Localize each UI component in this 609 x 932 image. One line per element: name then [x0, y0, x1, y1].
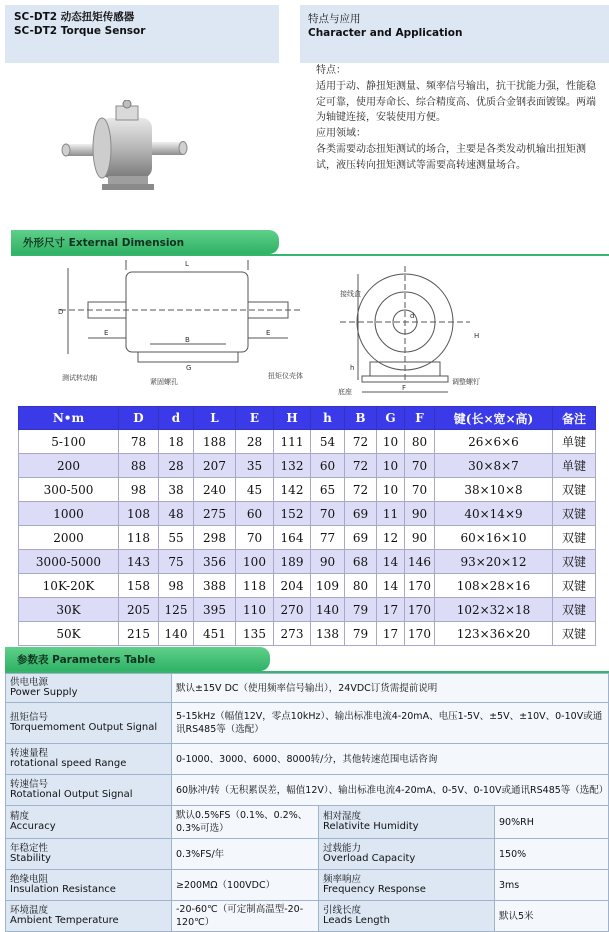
- param-value: 150%: [495, 839, 609, 870]
- dimension-cell: 90: [311, 550, 345, 574]
- dimension-table-header: [19, 407, 596, 430]
- label-adjust-nut: 调整螺钉: [452, 378, 480, 386]
- param-value: 5-15kHz（幅值12V，零点10kHz）、输出标准电流4-20mA、电压1-5V、±5V、±10V、0-10V或通讯RS485等（选配）: [172, 703, 609, 744]
- dimension-cell: 54: [311, 430, 345, 454]
- dimension-table-row: [19, 454, 596, 478]
- dim-label-F: F: [402, 384, 407, 392]
- dimension-cell: 240: [194, 478, 236, 502]
- dimension-cell: 170: [405, 598, 435, 622]
- dimension-cell: 300-500: [19, 478, 119, 502]
- dimension-col-header: 键(长×宽×高): [435, 407, 553, 430]
- dimension-cell: 90: [405, 502, 435, 526]
- dimension-cell: 72: [345, 430, 377, 454]
- param-label-en: Rotational Output Signal: [10, 789, 133, 800]
- dimension-cell: 48: [159, 502, 194, 526]
- dimension-cell: 17: [377, 622, 405, 646]
- dimension-cell: 170: [405, 574, 435, 598]
- dimension-cell: 142: [274, 478, 311, 502]
- dimension-cell: 152: [274, 502, 311, 526]
- dimension-cell: 2000: [19, 526, 119, 550]
- label-base: 底座: [338, 388, 352, 396]
- dimension-cell: 123×36×20: [435, 622, 553, 646]
- param-label: [6, 703, 172, 744]
- dim-label-L: L: [185, 260, 189, 268]
- dimension-cell: 5-100: [19, 430, 119, 454]
- dimension-cell: 188: [194, 430, 236, 454]
- dimension-cell: 164: [274, 526, 311, 550]
- param-label-en: Ambient Temperature: [10, 915, 119, 926]
- dimension-col-header: G: [377, 407, 405, 430]
- dimension-cell: 108×28×16: [435, 574, 553, 598]
- dimension-cell: 158: [119, 574, 159, 598]
- dimension-cell: 双键: [553, 550, 596, 574]
- dim-label-H: H: [474, 332, 480, 340]
- dimension-col-header: B: [345, 407, 377, 430]
- label-connector: 接线盒: [340, 290, 361, 298]
- param-label-cn: 引线长度: [323, 904, 362, 916]
- dimension-cell: 50K: [19, 622, 119, 646]
- dimension-cell: 275: [194, 502, 236, 526]
- dimension-cell: 10: [377, 454, 405, 478]
- dimension-cell: 双键: [553, 478, 596, 502]
- dimension-cell: 80: [345, 574, 377, 598]
- dimension-table: [18, 406, 596, 646]
- dimension-cell: 125: [159, 598, 194, 622]
- dimension-cell: 45: [236, 478, 274, 502]
- param-row: [6, 870, 609, 901]
- param-value: ≥200MΩ（100VDC）: [172, 870, 319, 901]
- dimension-cell: 65: [311, 478, 345, 502]
- dimension-cell: 单键: [553, 454, 596, 478]
- param-label-en: Stability: [10, 853, 51, 864]
- dimension-cell: 77: [311, 526, 345, 550]
- dimension-section-header: [11, 230, 279, 254]
- dimension-cell: 1000: [19, 502, 119, 526]
- dimension-cell: 30K: [19, 598, 119, 622]
- param-label-cn: 年稳定性: [10, 842, 49, 854]
- sensor-photo: [60, 100, 190, 200]
- param-label-cn: 环境温度: [10, 904, 49, 916]
- dimension-drawing: [40, 258, 500, 400]
- dim-label-D: D: [58, 308, 64, 316]
- dimension-cell: 140: [311, 598, 345, 622]
- param-value: 默认5米: [495, 901, 609, 932]
- product-title-en: SC-DT2 Torque Sensor: [14, 25, 146, 37]
- dimension-cell: 17: [377, 598, 405, 622]
- dimension-cell: 90: [405, 526, 435, 550]
- dimension-cell: 451: [194, 622, 236, 646]
- dimension-cell: 10: [377, 478, 405, 502]
- dimension-col-header: L: [194, 407, 236, 430]
- param-value: 60脉冲/转（无积累误差，幅值12V）、输出标准电流4-20mA、0-5V、0-10V或通讯RS485等（选配）: [172, 775, 609, 806]
- param-label-en: rotational speed Range: [10, 758, 127, 769]
- param-label: [6, 806, 172, 839]
- dimension-cell: 30×8×7: [435, 454, 553, 478]
- param-label-en: Torquemoment Output Signal: [10, 722, 158, 733]
- dimension-cell: 60×16×10: [435, 526, 553, 550]
- param-row: [6, 674, 609, 703]
- param-label-cn: 扭矩信号: [10, 711, 49, 723]
- param-row: [6, 744, 609, 775]
- dimension-cell: 72: [345, 478, 377, 502]
- dimension-cell: 388: [194, 574, 236, 598]
- param-label-cn: 过载能力: [323, 842, 362, 854]
- param-label-cn: 转速信号: [10, 778, 49, 790]
- dimension-cell: 双键: [553, 622, 596, 646]
- param-value: 默认0.5%FS（0.1%、0.2%、0.3%可选）: [172, 806, 319, 839]
- dimension-cell: 双键: [553, 502, 596, 526]
- param-label-en: Accuracy: [10, 821, 56, 832]
- section-title-cn: 特点与应用: [308, 13, 361, 25]
- param-label-cn: 精度: [10, 810, 30, 822]
- dim-label-G: G: [186, 364, 192, 372]
- dimension-cell: 138: [311, 622, 345, 646]
- dim-label-B: B: [185, 336, 190, 344]
- dimension-cell: 189: [274, 550, 311, 574]
- applications-label: 应用领域：: [316, 128, 366, 139]
- param-label-cn: 绝缘电阻: [10, 873, 49, 885]
- param-row: [6, 703, 609, 744]
- dimension-cell: 143: [119, 550, 159, 574]
- dimension-cell: 双键: [553, 574, 596, 598]
- dimension-cell: 98: [119, 478, 159, 502]
- param-row: [6, 839, 609, 870]
- dimension-cell: 79: [345, 622, 377, 646]
- dimension-col-header: D: [119, 407, 159, 430]
- dimension-cell: 75: [159, 550, 194, 574]
- dimension-cell: 270: [274, 598, 311, 622]
- dimension-cell: 98: [159, 574, 194, 598]
- params-section-header: [5, 647, 270, 671]
- param-label: [319, 870, 495, 901]
- param-value: 0.3%FS/年: [172, 839, 319, 870]
- param-value: -20-60℃（可定制高温型-20-120℃）: [172, 901, 319, 932]
- param-row: [6, 901, 609, 932]
- dimension-cell: 111: [274, 430, 311, 454]
- dimension-cell: 68: [345, 550, 377, 574]
- param-value: 90%RH: [495, 806, 609, 839]
- dimension-table-row: [19, 622, 596, 646]
- params-section-title: 参数表 Parameters Table: [17, 654, 156, 666]
- dimension-cell: 11: [377, 502, 405, 526]
- section-title-en: Character and Application: [308, 27, 463, 39]
- dimension-cell: 118: [119, 526, 159, 550]
- dimension-cell: 102×32×18: [435, 598, 553, 622]
- dimension-table-row: [19, 598, 596, 622]
- dimension-table-row: [19, 526, 596, 550]
- dimension-col-header: 备注: [553, 407, 596, 430]
- dimension-cell: 79: [345, 598, 377, 622]
- dimension-table-row: [19, 502, 596, 526]
- dimension-cell: 356: [194, 550, 236, 574]
- dimension-col-header: N•m: [19, 407, 119, 430]
- param-label: [6, 744, 172, 775]
- param-label-en: Leads Length: [323, 915, 390, 926]
- param-row: [6, 775, 609, 806]
- param-value: 3ms: [495, 870, 609, 901]
- dimension-cell: 146: [405, 550, 435, 574]
- param-value: 默认±15V DC（使用频率信号输出），24VDC订货需提前说明: [172, 674, 609, 703]
- dimension-cell: 70: [311, 502, 345, 526]
- dimension-col-header: h: [311, 407, 345, 430]
- applications-text: 各类需要动态扭矩测试的场合，主要是各类发动机输出扭矩测试，液压转向扭矩测试等需要高转速测量场合。: [316, 144, 586, 171]
- dim-label-E2: E: [266, 329, 271, 337]
- dimension-cell: 60: [236, 502, 274, 526]
- param-label: [6, 870, 172, 901]
- dimension-cell: 207: [194, 454, 236, 478]
- dimension-cell: 132: [274, 454, 311, 478]
- label-torque-body: 扭矩仪壳体: [268, 372, 303, 380]
- dimension-cell: 72: [345, 454, 377, 478]
- dimension-cell: 140: [159, 622, 194, 646]
- param-label-en: Frequency Response: [323, 884, 426, 895]
- dimension-cell: 273: [274, 622, 311, 646]
- dimension-cell: 60: [311, 454, 345, 478]
- param-label: [6, 901, 172, 932]
- dimension-cell: 88: [119, 454, 159, 478]
- param-label-cn: 相对湿度: [323, 810, 362, 822]
- dimension-table-row: [19, 478, 596, 502]
- dimension-cell: 78: [119, 430, 159, 454]
- dimension-cell: 70: [405, 454, 435, 478]
- dimension-cell: 100: [236, 550, 274, 574]
- dimension-cell: 40×14×9: [435, 502, 553, 526]
- dimension-cell: 205: [119, 598, 159, 622]
- dimension-cell: 200: [19, 454, 119, 478]
- param-label-cn: 供电电源: [10, 676, 49, 688]
- dimension-cell: 69: [345, 526, 377, 550]
- dimension-cell: 93×20×12: [435, 550, 553, 574]
- dimension-cell: 10K-20K: [19, 574, 119, 598]
- dimension-cell: 70: [236, 526, 274, 550]
- param-label: [319, 839, 495, 870]
- param-value: 0-1000、3000、6000、8000转/分，其他转速范围电话咨询: [172, 744, 609, 775]
- dimension-cell: 80: [405, 430, 435, 454]
- dimension-cell: 118: [236, 574, 274, 598]
- dimension-col-header: F: [405, 407, 435, 430]
- dimension-cell: 3000-5000: [19, 550, 119, 574]
- dimension-cell: 单键: [553, 430, 596, 454]
- dimension-col-header: E: [236, 407, 274, 430]
- dimension-cell: 135: [236, 622, 274, 646]
- param-row: [6, 806, 609, 839]
- dimension-section-title: 外形尺寸 External Dimension: [23, 237, 185, 249]
- dimension-section-underline: [11, 254, 609, 256]
- param-label-en: Overload Capacity: [323, 853, 416, 864]
- param-label-cn: 转速量程: [10, 747, 49, 759]
- dimension-cell: 170: [405, 622, 435, 646]
- dimension-cell: 38×10×8: [435, 478, 553, 502]
- dim-label-h: h: [350, 364, 355, 372]
- dimension-col-header: d: [159, 407, 194, 430]
- dimension-cell: 18: [159, 430, 194, 454]
- dimension-cell: 109: [311, 574, 345, 598]
- param-label-en: Power Supply: [10, 687, 78, 698]
- parameters-table: [5, 673, 609, 932]
- features-text: 适用于动、静扭矩测量、频率信号输出，抗干扰能力强，性能稳定可靠，使用寿命长、综合精度高、优质合金钢表面镀镍。两端为轴键连接，安装使用方便。: [316, 81, 596, 123]
- dimension-cell: 395: [194, 598, 236, 622]
- dimension-cell: 110: [236, 598, 274, 622]
- param-label-en: Insulation Resistance: [10, 884, 116, 895]
- dimension-cell: 204: [274, 574, 311, 598]
- param-label: [6, 775, 172, 806]
- dim-label-d: d: [410, 312, 415, 320]
- dimension-cell: 26×6×6: [435, 430, 553, 454]
- dimension-cell: 28: [236, 430, 274, 454]
- dimension-cell: 双键: [553, 598, 596, 622]
- dimension-cell: 28: [159, 454, 194, 478]
- dimension-cell: 108: [119, 502, 159, 526]
- param-label: [319, 806, 495, 839]
- dimension-table-row: [19, 430, 596, 454]
- product-title-cn: SC-DT2 动态扭矩传感器: [14, 11, 135, 23]
- dimension-cell: 70: [405, 478, 435, 502]
- dimension-table-row: [19, 574, 596, 598]
- dimension-cell: 12: [377, 526, 405, 550]
- dimension-cell: 双键: [553, 526, 596, 550]
- label-test-shaft: 测试转动轴: [62, 374, 97, 382]
- dimension-cell: 10: [377, 430, 405, 454]
- dimension-table-row: [19, 550, 596, 574]
- param-label: [6, 674, 172, 703]
- dimension-cell: 69: [345, 502, 377, 526]
- param-label-cn: 频率响应: [323, 873, 362, 885]
- dimension-cell: 298: [194, 526, 236, 550]
- dimension-cell: 14: [377, 550, 405, 574]
- dimension-col-header: H: [274, 407, 311, 430]
- param-label-en: Relativite Humidity: [323, 821, 419, 832]
- dimension-cell: 55: [159, 526, 194, 550]
- dimension-cell: 14: [377, 574, 405, 598]
- dimension-cell: 215: [119, 622, 159, 646]
- dimension-cell: 35: [236, 454, 274, 478]
- param-label: [319, 901, 495, 932]
- dimension-cell: 38: [159, 478, 194, 502]
- label-fixing-screw: 紧固螺孔: [150, 378, 178, 386]
- param-label: [6, 839, 172, 870]
- dim-label-E: E: [104, 329, 109, 337]
- features-label: 特点：: [316, 65, 346, 76]
